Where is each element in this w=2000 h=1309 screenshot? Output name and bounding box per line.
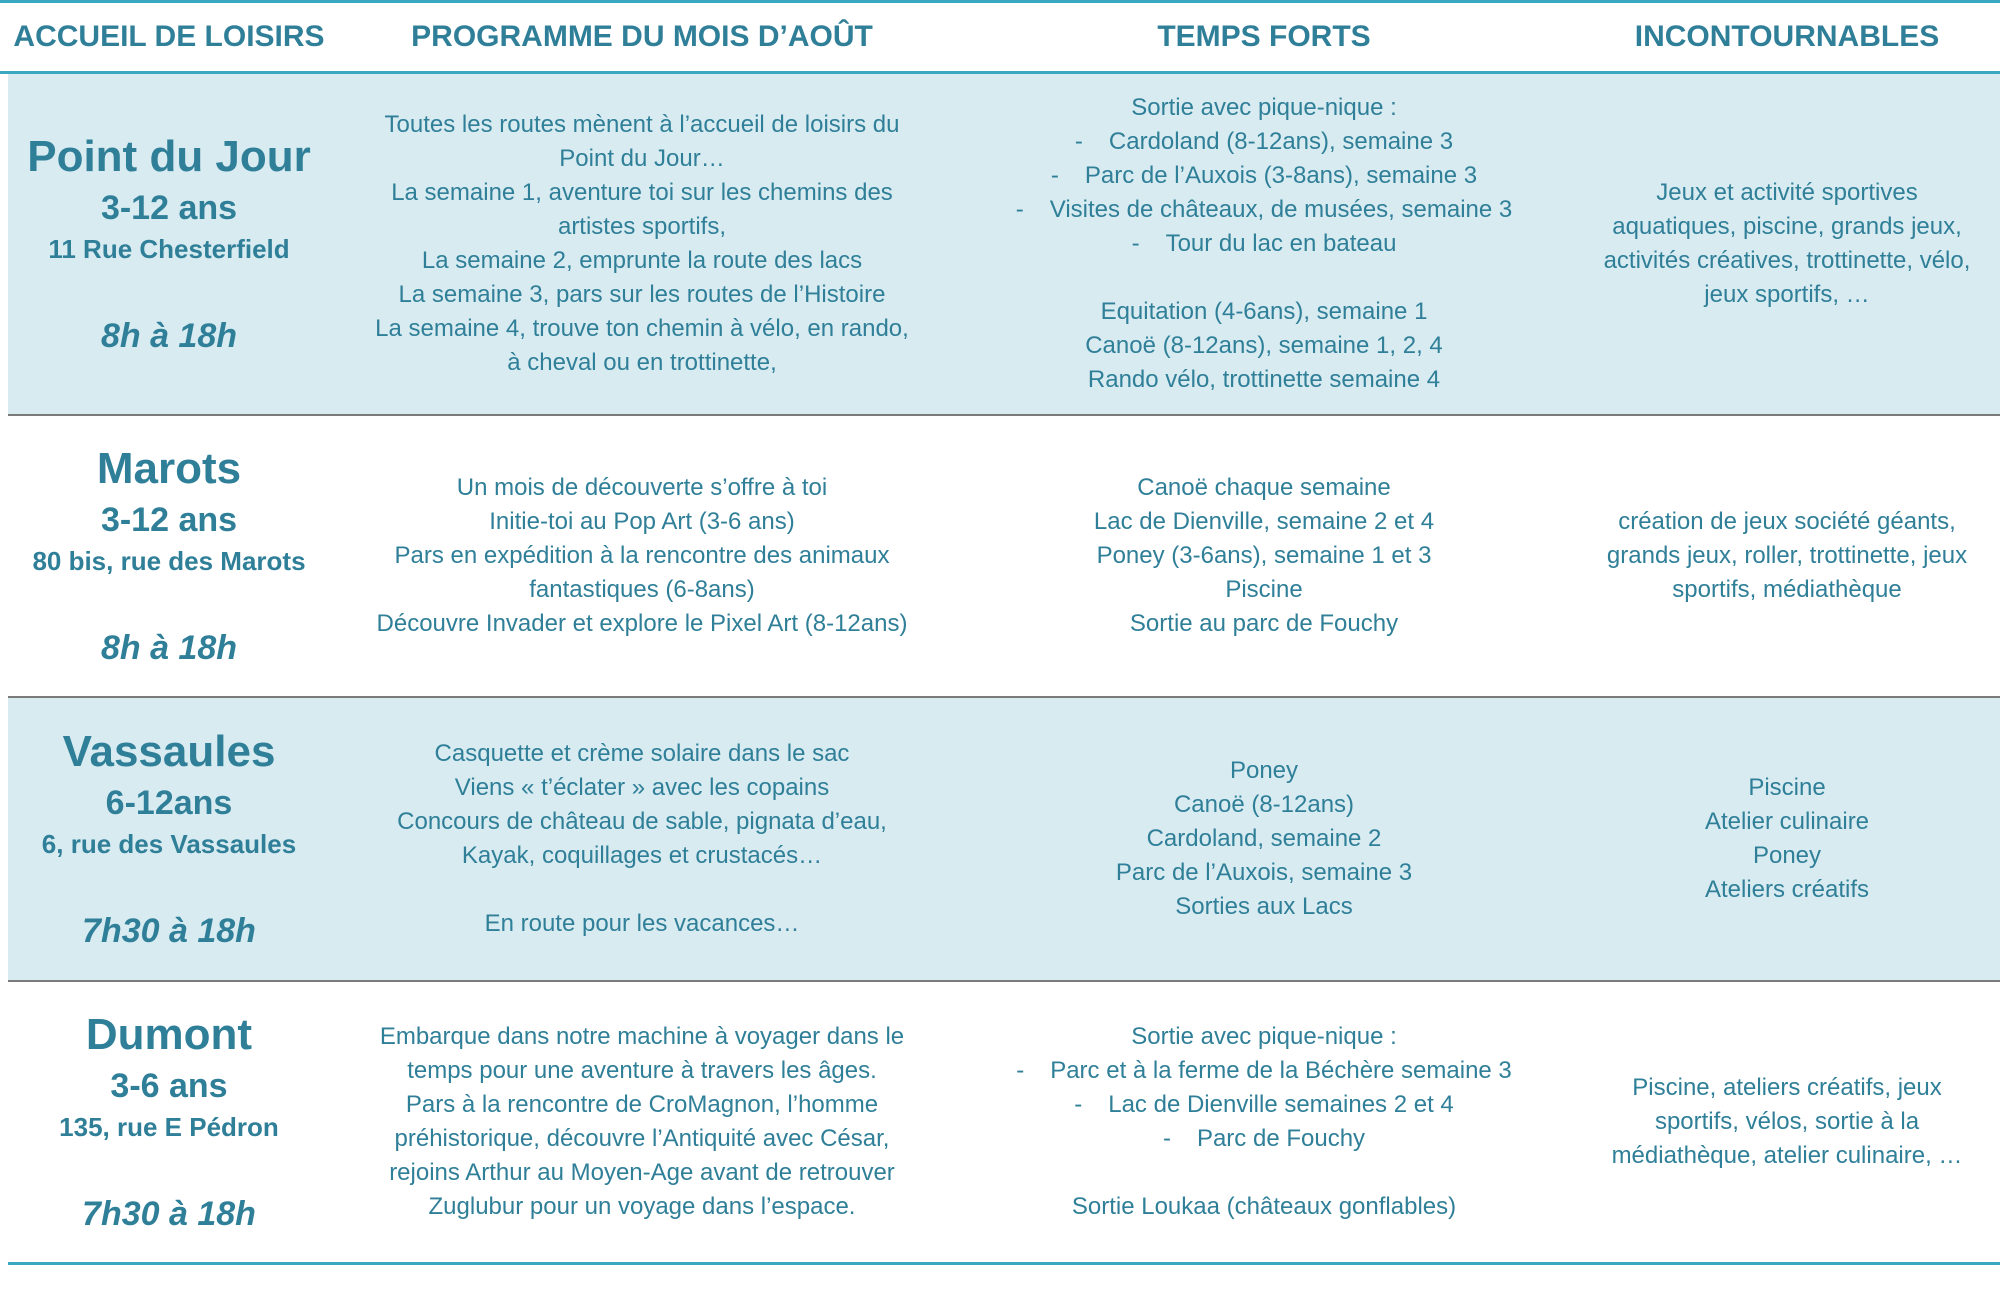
temps-fort-line: Sortie avec pique-nique : <box>1131 1023 1397 1050</box>
programme-line: La semaine 3, pars sur les routes de l’Histoire <box>398 281 886 308</box>
programme-line: La semaine 1, aventure toi sur les chemins des <box>391 179 893 206</box>
centre-hours: 8h à 18h <box>100 629 238 667</box>
programme-line: artistes sportifs, <box>557 213 727 240</box>
incontournable-line: médiathèque, atelier culinaire, … <box>1611 1142 1963 1169</box>
temps-fort-line: Sorties aux Lacs <box>1175 893 1353 920</box>
temps-fort-bullet <box>1016 193 1513 227</box>
centre-name: Dumont <box>85 1010 253 1059</box>
header-incontournables: INCONTOURNABLES <box>1634 20 1940 53</box>
centre-age: 6-12ans <box>105 784 233 822</box>
temps-forts-cell <box>954 416 1574 696</box>
centre-hours: 7h30 à 18h <box>82 912 256 950</box>
programme-line: Casquette et crème solaire dans le sac <box>434 740 850 767</box>
incontournables-cell <box>1574 416 2000 696</box>
temps-fort-text: Cardoland (8-12ans), semaine 3 <box>1108 128 1454 155</box>
temps-fort-line: Cardoland, semaine 2 <box>1146 825 1382 852</box>
programme-line: Toutes les routes mènent à l’accueil de loisirs du <box>384 111 900 138</box>
temps-fort-line: Piscine <box>1225 576 1303 603</box>
centre-address: 135, rue E Pédron <box>59 1112 279 1142</box>
centre-name: Vassaules <box>62 727 276 776</box>
table-row-dumont <box>8 982 2000 1262</box>
incontournable-line: grands jeux, roller, trottinette, jeux <box>1606 542 1968 569</box>
temps-fort-text: Parc de l’Auxois (3-8ans), semaine 3 <box>1084 162 1478 189</box>
programme-line: Initie-toi au Pop Art (3-6 ans) <box>489 508 795 535</box>
programme-line: préhistorique, découvre l’Antiquité avec César, <box>394 1125 890 1152</box>
bullet-dash: - <box>1016 1057 1025 1084</box>
temps-fort-line: Parc de l’Auxois, semaine 3 <box>1115 859 1413 886</box>
temps-forts-cell <box>954 698 1574 980</box>
temps-fort-line: Equitation (4-6ans), semaine 1 <box>1100 298 1428 325</box>
centre-cell <box>8 982 330 1262</box>
programme-line: Concours de château de sable, pignata d’eau, <box>397 808 887 835</box>
table-header <box>0 3 2000 74</box>
centre-age: 3-6 ans <box>110 1067 228 1105</box>
programme-line: Pars à la rencontre de CroMagnon, l’homme <box>405 1091 879 1118</box>
incontournable-line: Piscine, ateliers créatifs, jeux <box>1632 1074 1942 1101</box>
temps-fort-text: Tour du lac en bateau <box>1165 230 1397 257</box>
programme-line: La semaine 2, emprunte la route des lacs <box>421 247 863 274</box>
temps-fort-line: Lac de Dienville, semaine 2 et 4 <box>1093 508 1435 535</box>
centre-cell <box>8 416 330 696</box>
temps-fort-bullet <box>1132 227 1397 261</box>
incontournables-cell <box>1574 74 2000 414</box>
temps-fort-line: Sortie Loukaa (châteaux gonflables) <box>1071 1193 1457 1220</box>
incontournable-line: activités créatives, trottinette, vélo, <box>1603 247 1971 274</box>
temps-forts-cell <box>954 982 1574 1262</box>
temps-fort-line: Poney <box>1229 757 1299 784</box>
programme-line: Pars en expédition à la rencontre des animaux <box>394 542 890 569</box>
programme-line: Viens « t’éclater » avec les copains <box>454 774 830 801</box>
temps-fort-bullet <box>1163 1122 1365 1156</box>
temps-fort-line: Sortie au parc de Fouchy <box>1129 610 1399 637</box>
programme-line: Découvre Invader et explore le Pixel Art (8-12ans) <box>376 610 908 637</box>
incontournable-line: création de jeux société géants, <box>1618 508 1956 535</box>
centre-address: 6, rue des Vassaules <box>41 829 297 859</box>
header-programme: PROGRAMME DU MOIS D’AOÛT <box>411 20 873 53</box>
programme-line: En route pour les vacances… <box>484 910 800 937</box>
incontournables-cell <box>1574 698 2000 980</box>
incontournable-line: sportifs, vélos, sortie à la <box>1654 1108 1920 1135</box>
programme-line: Embarque dans notre machine à voyager dans le <box>379 1023 905 1050</box>
temps-fort-line: Canoë (8-12ans) <box>1173 791 1355 818</box>
programme-line: à cheval ou en trottinette, <box>507 349 777 376</box>
incontournable-line: Piscine <box>1748 774 1826 801</box>
programme-line: Zuglubur pour un voyage dans l’espace. <box>428 1193 856 1220</box>
centre-cell <box>8 74 330 414</box>
programme-cell <box>330 982 954 1262</box>
centre-address: 80 bis, rue des Marots <box>32 546 306 576</box>
temps-fort-bullet <box>1074 1088 1454 1122</box>
temps-fort-text: Lac de Dienville semaines 2 et 4 <box>1108 1091 1454 1118</box>
programme-cell <box>330 698 954 980</box>
programme-line: temps pour une aventure à travers les âges. <box>407 1057 877 1084</box>
table-row-marots <box>8 416 2000 696</box>
incontournables-cell <box>1574 982 2000 1262</box>
bullet-dash: - <box>1074 1091 1083 1118</box>
bullet-dash: - <box>1131 230 1140 257</box>
temps-fort-bullet <box>1051 159 1477 193</box>
programme-line: rejoins Arthur au Moyen-Age avant de retrouver <box>389 1159 895 1186</box>
centre-hours: 7h30 à 18h <box>82 1195 256 1233</box>
temps-fort-line: Canoë chaque semaine <box>1137 474 1391 501</box>
temps-fort-bullet <box>1075 125 1453 159</box>
centre-name: Point du Jour <box>27 132 311 181</box>
incontournable-line: Poney <box>1752 842 1822 869</box>
programme-line: Point du Jour… <box>559 145 725 172</box>
incontournable-line: Ateliers créatifs <box>1704 876 1870 903</box>
temps-fort-line: Canoë (8-12ans), semaine 1, 2, 4 <box>1085 332 1443 359</box>
programme-line: fantastiques (6-8ans) <box>529 576 755 603</box>
bullet-dash: - <box>1050 162 1059 189</box>
centre-age: 3-12 ans <box>100 189 238 227</box>
temps-fort-text: Parc et à la ferme de la Béchère semaine 3 <box>1050 1057 1512 1084</box>
incontournable-line: Atelier culinaire <box>1704 808 1870 835</box>
programme-cell <box>330 74 954 414</box>
temps-fort-text: Visites de châteaux, de musées, semaine 3 <box>1049 196 1513 223</box>
centre-hours: 8h à 18h <box>100 317 238 355</box>
header-temps-forts: TEMPS FORTS <box>1157 20 1371 53</box>
centre-address: 11 Rue Chesterfield <box>48 234 290 264</box>
temps-fort-line: Rando vélo, trottinette semaine 4 <box>1087 366 1441 393</box>
incontournable-line: Jeux et activité sportives <box>1656 179 1918 206</box>
incontournable-line: jeux sportifs, … <box>1704 281 1870 308</box>
bullet-dash: - <box>1162 1125 1171 1152</box>
temps-fort-text: Parc de Fouchy <box>1196 1125 1366 1152</box>
programme-line: Un mois de découverte s’offre à toi <box>456 474 828 501</box>
centre-age: 3-12 ans <box>100 501 238 539</box>
table-row-point-du-jour <box>8 74 2000 414</box>
header-accueil: ACCUEIL DE LOISIRS <box>13 20 325 53</box>
centre-name: Marots <box>96 444 242 493</box>
incontournable-line: sportifs, médiathèque <box>1672 576 1902 603</box>
centre-cell <box>8 698 330 980</box>
temps-fort-line: Poney (3-6ans), semaine 1 et 3 <box>1096 542 1432 569</box>
table-row-vassaules <box>8 698 2000 980</box>
programme-line: La semaine 4, trouve ton chemin à vélo, en rando, <box>375 315 909 342</box>
incontournable-line: aquatiques, piscine, grands jeux, <box>1612 213 1962 240</box>
bottom-rule <box>8 1262 2000 1265</box>
temps-forts-cell <box>954 74 1574 414</box>
temps-fort-line: Sortie avec pique-nique : <box>1131 94 1397 121</box>
bullet-dash: - <box>1074 128 1083 155</box>
bullet-dash: - <box>1015 196 1024 223</box>
programme-line: Kayak, coquillages et crustacés… <box>461 842 823 869</box>
programme-cell <box>330 416 954 696</box>
temps-fort-bullet <box>1016 1054 1512 1088</box>
